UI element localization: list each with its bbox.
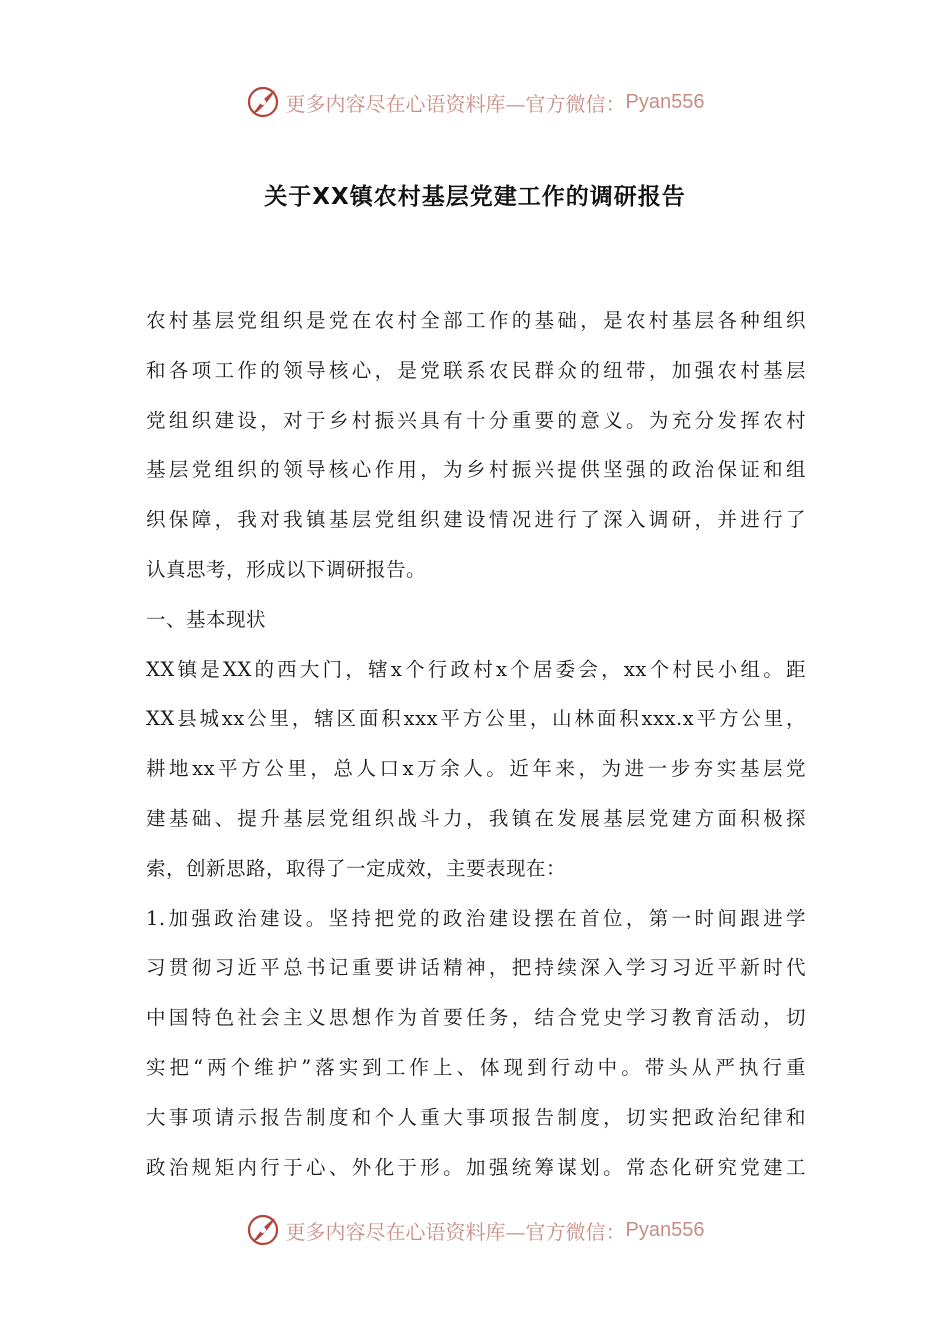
watermark-banner-bottom	[0, 1208, 950, 1252]
body-line: 耕地xx平方公里，总人口x万余人。近年来，为进一步夯实基层党	[146, 757, 806, 781]
body-line: 和各项工作的领导核心，是党联系农民群众的纽带，加强农村基层	[146, 358, 806, 382]
body-line: 建基础、提升基层党组织战斗力，我镇在发展基层党建方面积极探	[146, 806, 806, 830]
body-line: 1.加强政治建设。坚持把党的政治建设摆在首位，第一时间跟进学	[146, 906, 806, 930]
body-line: 认真思考，形成以下调研报告。	[146, 557, 427, 581]
body-line: 党组织建设，对于乡村振兴具有十分重要的意义。为充分发挥农村	[146, 408, 806, 432]
body-line: 政治规矩内行于心、外化于形。加强统筹谋划。常态化研究党建工	[146, 1155, 806, 1179]
quill-pen-logo-icon	[246, 85, 280, 119]
body-line: 基层党组织的领导核心作用，为乡村振兴提供坚强的政治保证和组	[146, 458, 806, 482]
body-line: XX县城xx公里，辖区面积xxx平方公里，山林面积xxx.x平方公里，	[146, 707, 806, 731]
watermark-banner-top	[0, 80, 950, 124]
body-line: 索，创新思路，取得了一定成效，主要表现在：	[146, 856, 567, 880]
body-line: 习贯彻习近平总书记重要讲话精神，把持续深入学习习近平新时代	[146, 956, 806, 980]
quill-pen-logo-icon	[246, 1213, 280, 1247]
watermark-text: 更多内容尽在心语资料库—官方微信：	[285, 91, 626, 116]
body-line: 织保障，我对我镇基层党组织建设情况进行了深入调研，并进行了	[146, 508, 806, 532]
body-line: 大事项请示报告制度和个人重大事项报告制度，切实把政治纪律和	[146, 1105, 806, 1129]
body-line: XX镇是XX的西大门，辖x个行政村x个居委会，xx个村民小组。距	[146, 657, 806, 681]
document-title: 关于XX镇农村基层党建工作的调研报告	[264, 184, 686, 210]
watermark-wechat-id: Pyan556	[625, 1218, 705, 1241]
watermark-wechat-id: Pyan556	[625, 90, 705, 113]
section-heading: 一、基本现状	[146, 607, 267, 631]
watermark-text: 更多内容尽在心语资料库—官方微信：	[285, 1219, 626, 1244]
document-body	[146, 296, 806, 1192]
body-line: 中国特色社会主义思想作为首要任务，结合党史学习教育活动，切	[146, 1006, 806, 1030]
body-line: 农村基层党组织是党在农村全部工作的基础，是农村基层各种组织	[146, 309, 806, 332]
body-line: 实把“两个维护”落实到工作上、体现到行动中。带头从严执行重	[146, 1055, 806, 1079]
